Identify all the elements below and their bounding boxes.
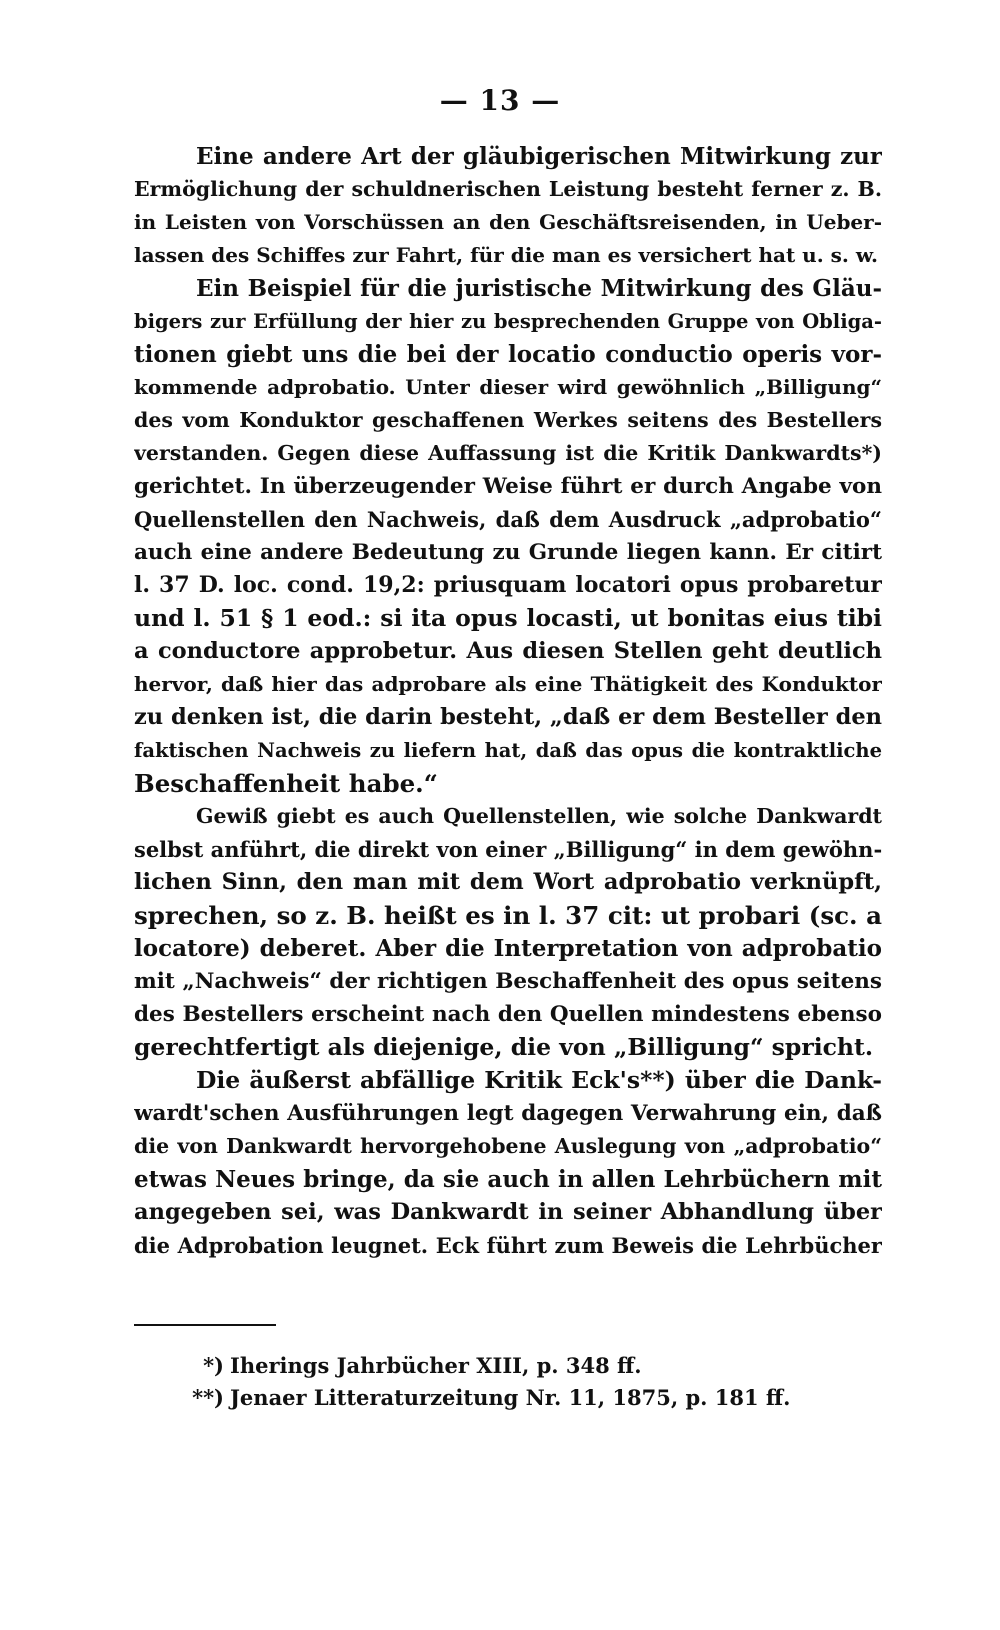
- footnotes: [190, 1350, 790, 1414]
- text-line: Quellenstellen den Nachweis, daß dem Ausdruck „adprobatio“: [134, 507, 882, 532]
- text-line: verstanden. Gegen diese Auffassung ist die Kritik Dankwardts*): [134, 441, 882, 465]
- footnote-text: Jenaer Litteraturzeitung Nr. 11, 1875, p. 181 ff.: [230, 1385, 791, 1410]
- text-line: kommende adprobatio. Unter dieser wird gewöhnlich „Billigung“: [134, 375, 882, 399]
- text-line: auch eine andere Bedeutung zu Grunde liegen kann. Er citirt: [134, 540, 882, 565]
- page-number: — 13 —: [439, 84, 561, 117]
- text-line: des vom Konduktor geschaffenen Werkes seitens des Bestellers: [134, 408, 882, 432]
- text-line: lichen Sinn, den man mit dem Wort adprobatio verknüpft,: [134, 869, 882, 895]
- text-line: gerichtet. In überzeugender Weise führt er durch Angabe von: [134, 474, 882, 499]
- text-line: gerechtfertigt als diejenige, die von „Billigung“ spricht.: [134, 1033, 874, 1061]
- text-line: selbst anführt, die direkt von einer „Billigung“ in dem gewöhn-: [134, 837, 882, 862]
- text-line: Ein Beispiel für die juristische Mitwirkung des Gläu-: [196, 275, 882, 302]
- text-line: l. 37 D. loc. cond. 19,2: priusquam locatori opus probaretur: [134, 572, 882, 598]
- footnote: [190, 1382, 790, 1414]
- footnote-marker: **): [192, 1385, 224, 1410]
- text-line: etwas Neues bringe, da sie auch in allen Lehrbüchern mit: [134, 1166, 882, 1193]
- text-line: tionen giebt uns die bei der locatio conductio operis vor-: [134, 341, 882, 368]
- text-line: wardt'schen Ausführungen legt dagegen Verwahrung ein, daß: [134, 1101, 882, 1126]
- text-line: a conductore approbetur. Aus diesen Stellen geht deutlich: [134, 638, 882, 664]
- text-line: locatore) deberet. Aber die Interpretation von adprobatio: [134, 935, 882, 962]
- text-line: lassen des Schiffes zur Fahrt, für die man es versichert hat u. s. w.: [134, 243, 878, 267]
- text-line: und l. 51 § 1 eod.: si ita opus locasti, ut bonitas eius tibi: [134, 604, 882, 632]
- text-line: bigers zur Erfüllung der hier zu besprechenden Gruppe von Obliga-: [134, 310, 882, 333]
- text-line: Gewiß giebt es auch Quellenstellen, wie solche Dankwardt: [196, 804, 882, 828]
- text-line: zu denken ist, die darin besteht, „daß er dem Besteller den: [134, 704, 882, 730]
- text-line: mit „Nachweis“ der richtigen Beschaffenheit des opus seitens: [134, 969, 882, 994]
- body-text: [134, 140, 882, 1262]
- text-line: Eine andere Art der gläubigerischen Mitwirkung zur: [196, 143, 882, 170]
- text-line: faktischen Nachweis zu liefern hat, daß das opus die kontraktliche: [134, 739, 882, 762]
- text-line: in Leisten von Vorschüssen an den Geschäftsreisenden, in Ueber-: [134, 210, 882, 234]
- text-line: Ermöglichung der schuldnerischen Leistung besteht ferner z. B.: [134, 177, 882, 201]
- text-line: Beschaffenheit habe.“: [134, 769, 438, 798]
- footnote: [190, 1350, 790, 1382]
- text-line: Die äußerst abfällige Kritik Eck's**) über die Dank-: [196, 1066, 882, 1094]
- text-line: hervor, daß hier das adprobare als eine Thätigkeit des Konduktor: [134, 672, 882, 696]
- footnote-separator: [134, 1324, 276, 1326]
- footnote-text: Iherings Jahrbücher XIII, p. 348 ff.: [230, 1353, 642, 1378]
- text-line: angegeben sei, was Dankwardt in seiner Abhandlung über: [134, 1199, 882, 1225]
- text-line: des Bestellers erscheint nach den Quellen mindestens ebenso: [134, 1002, 882, 1027]
- text-line: die von Dankwardt hervorgehobene Auslegung von „adprobatio“: [134, 1134, 882, 1158]
- text-line: die Adprobation leugnet. Eck führt zum Beweis die Lehrbücher: [134, 1233, 882, 1258]
- text-line: sprechen, so z. B. heißt es in l. 37 cit: ut probari (sc. a: [134, 901, 882, 930]
- footnote-marker: *): [203, 1353, 224, 1378]
